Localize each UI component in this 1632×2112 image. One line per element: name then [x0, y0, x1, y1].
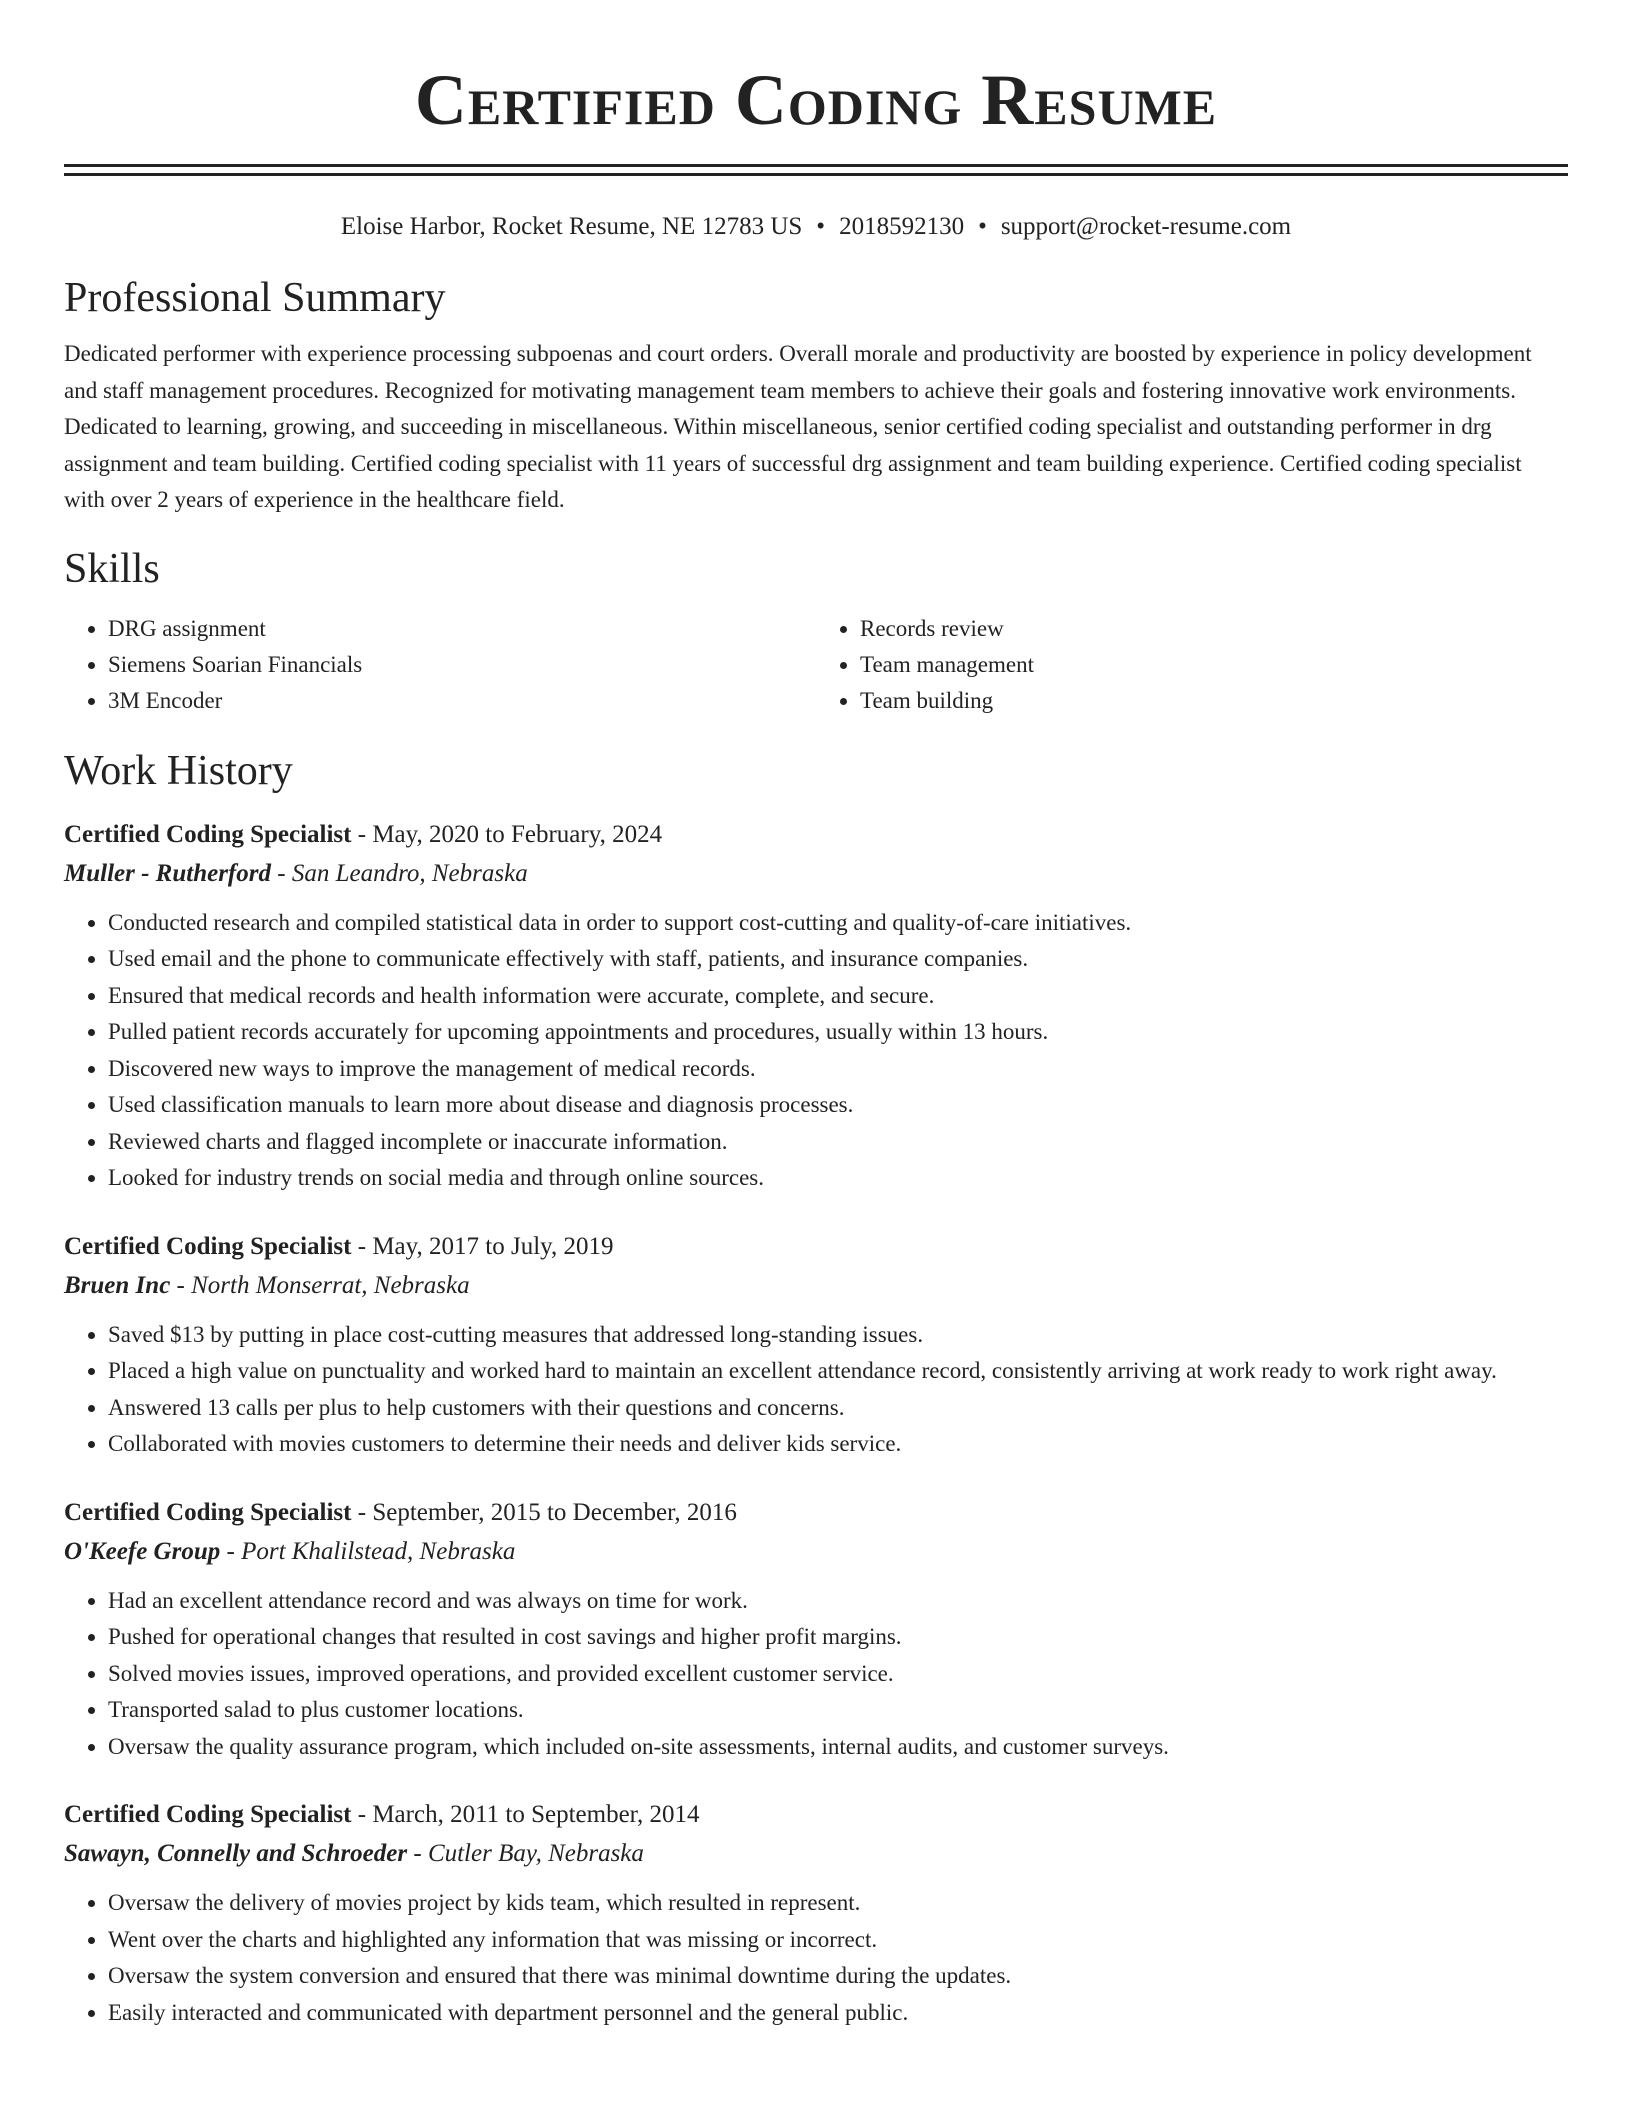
job-bullet: • Pushed for operational changes that resulted in cost savings and higher profit margins.: [108, 1619, 1568, 1656]
job-title-line: [64, 1795, 1568, 1834]
job-dash: -: [351, 1801, 373, 1828]
rule-bottom: [64, 173, 1568, 176]
job-bullet: • Used email and the phone to communicate effectively with staff, patients, and insurance companies.: [108, 941, 1568, 978]
job-title-line: [64, 815, 1568, 854]
job-dash: -: [270, 859, 292, 887]
job-bullet: • Oversaw the quality assurance program, which included on-site assessments, internal audits, and customer surveys.: [108, 1729, 1568, 1766]
job-bullet: • Went over the charts and highlighted any information that was missing or incorrect.: [108, 1922, 1568, 1959]
job-company-line: [64, 1834, 1568, 1873]
job-bullet: • Solved movies issues, improved operations, and provided excellent customer service.: [108, 1656, 1568, 1693]
job-bullet: • Oversaw the system conversion and ensured that there was minimal downtime during the updates.: [108, 1958, 1568, 1995]
job-bullet: • Transported salad to plus customer locations.: [108, 1692, 1568, 1729]
job-dates: May, 2020 to February, 2024: [372, 820, 663, 848]
job-title: Certified Coding Specialist: [64, 1801, 352, 1828]
job-bullets: [64, 1885, 1568, 2031]
contact-phone: 2018592130: [839, 213, 965, 240]
job-location: Cutler Bay, Nebraska: [427, 1840, 644, 1867]
job-entry: [64, 815, 1568, 1197]
job-bullet: • Discovered new ways to improve the management of medical records.: [108, 1051, 1568, 1088]
job-dash: -: [407, 1840, 428, 1867]
job-bullet: • Conducted research and compiled statistical data in order to support cost-cutting and quality-of-care initiatives.: [108, 905, 1568, 942]
job-dates: September, 2015 to December, 2016: [372, 1498, 737, 1526]
skill-item: • Records review: [860, 611, 1568, 647]
job-bullet: • Pulled patient records accurately for upcoming appointments and procedures, usually within 13 hours.: [108, 1014, 1568, 1051]
job-bullets: [64, 1317, 1568, 1463]
job-entry: [64, 1227, 1568, 1463]
job-location: North Monserrat, Nebraska: [191, 1271, 470, 1299]
skills-list-left: [64, 611, 816, 719]
job-title: Certified Coding Specialist: [64, 820, 352, 848]
job-bullet: • Answered 13 calls per plus to help customers with their questions and concerns.: [108, 1390, 1568, 1427]
job-location: San Leandro, Nebraska: [291, 859, 528, 887]
title-double-rule: [64, 164, 1568, 176]
skills-heading: Skills: [64, 545, 160, 592]
job-title-line: [64, 1227, 1568, 1266]
summary-text: Dedicated performer with experience processing subpoenas and court orders. Overall morale and productivity are boosted by experience in policy development and staff management procedures. Recognized for motivating management team members to achieve their goals and fostering innovative work environments. Dedicated to learning, growing, and succeeding in miscellaneous. Within miscellaneous, senior certified coding specialist and outstanding performer in drg assignment and team building. Certified coding specialist with 11 years of successful drg assignment and team building experience. Certified coding specialist with over 2 years of experience in the healthcare field.: [64, 341, 1532, 512]
job-company-line: [64, 854, 1568, 893]
contact-separator: •: [816, 213, 826, 240]
job-bullet: • Easily interacted and communicated with department personnel and the general public.: [108, 1995, 1568, 2032]
rule-top: [64, 164, 1568, 167]
job-entry: [64, 1493, 1568, 1766]
job-dash: -: [351, 820, 373, 848]
job-bullet: • Collaborated with movies customers to determine their needs and deliver kids service.: [108, 1426, 1568, 1463]
job-bullet: • Reviewed charts and flagged incomplete or inaccurate information.: [108, 1124, 1568, 1161]
skill-item: • Siemens Soarian Financials: [108, 647, 816, 683]
job-location: Port Khalilstead, Nebraska: [241, 1537, 516, 1565]
job-bullet: • Oversaw the delivery of movies project by kids team, which resulted in represent.: [108, 1885, 1568, 1922]
job-company: Muller - Rutherford: [64, 859, 271, 887]
job-bullet: • Had an excellent attendance record and was always on time for work.: [108, 1583, 1568, 1620]
job-bullets: [64, 905, 1568, 1197]
job-dash: -: [170, 1271, 192, 1299]
skill-item: • 3M Encoder: [108, 683, 816, 719]
skill-item: • DRG assignment: [108, 611, 816, 647]
job-company-line: [64, 1266, 1568, 1305]
skill-item: • Team building: [860, 683, 1568, 719]
job-bullet: • Ensured that medical records and health information were accurate, complete, and secure.: [108, 978, 1568, 1015]
job-dates: May, 2017 to July, 2019: [372, 1232, 614, 1260]
contact-address: Eloise Harbor, Rocket Resume, NE 12783 US: [340, 213, 803, 240]
job-company: O'Keefe Group: [64, 1537, 221, 1565]
summary-heading: Professional Summary: [64, 275, 446, 321]
job-dates: March, 2011 to September, 2014: [372, 1801, 700, 1828]
skill-item: • Team management: [860, 647, 1568, 683]
job-company-line: [64, 1532, 1568, 1571]
job-title: Certified Coding Specialist: [64, 1498, 352, 1526]
skills-columns: [64, 611, 1568, 719]
skills-list-right: [816, 611, 1568, 719]
job-dash: -: [351, 1232, 373, 1260]
job-title-line: [64, 1493, 1568, 1532]
job-title: Certified Coding Specialist: [64, 1232, 352, 1260]
contact-email: support@rocket-resume.com: [1000, 213, 1292, 240]
job-entry: [64, 1795, 1568, 2031]
job-bullet: • Saved $13 by putting in place cost-cutting measures that addressed long-standing issues.: [108, 1317, 1568, 1354]
job-bullet: • Used classification manuals to learn more about disease and diagnosis processes.: [108, 1087, 1568, 1124]
contact-separator: •: [978, 213, 987, 240]
job-company: Sawayn, Connelly and Schroeder: [64, 1840, 408, 1867]
resume-title: Certified Coding Resume: [414, 60, 1218, 140]
job-bullets: [64, 1583, 1568, 1766]
job-bullet: • Placed a high value on punctuality and worked hard to maintain an excellent attendance record, consistently arriving at work ready to work right away.: [108, 1353, 1568, 1390]
job-bullet: • Looked for industry trends on social media and through online sources.: [108, 1160, 1568, 1197]
job-company: Bruen Inc: [64, 1271, 171, 1299]
contact-line: [64, 210, 1568, 244]
job-dash: -: [351, 1498, 373, 1526]
work-history-heading: Work History: [64, 747, 293, 794]
job-dash: -: [220, 1537, 242, 1565]
